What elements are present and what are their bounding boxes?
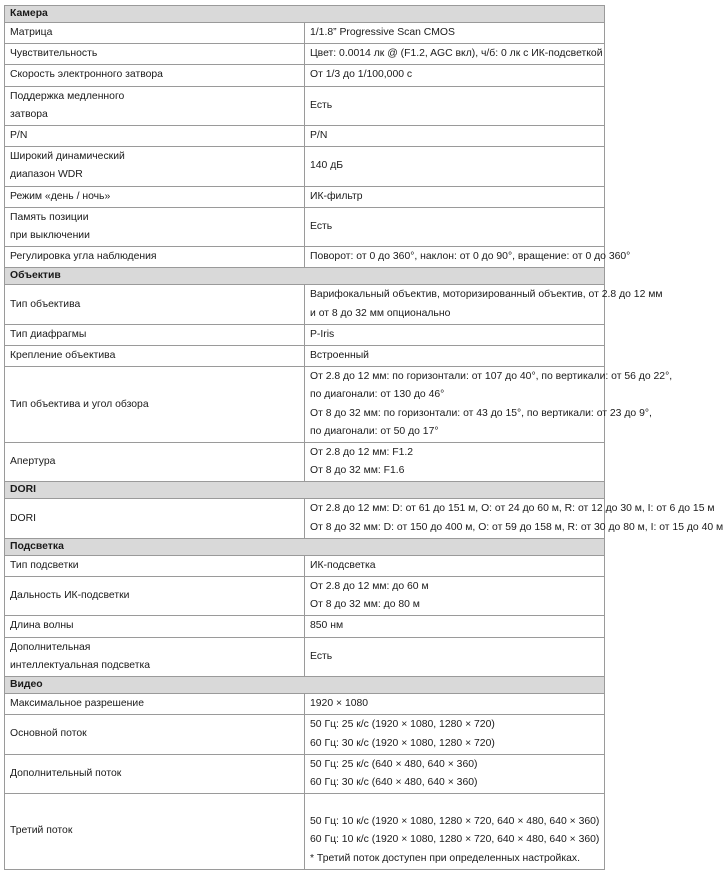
spec-label	[5, 499, 305, 538]
spec-row	[5, 207, 605, 246]
spec-value-line: От 1/3 до 1/100,000 с	[310, 69, 413, 81]
spec-row	[5, 247, 605, 268]
spec-row	[5, 324, 605, 345]
spec-label	[5, 147, 305, 186]
spec-value-line: От 2.8 до 12 мм: F1.2	[310, 447, 414, 459]
spec-label-line: диапазон WDR	[10, 169, 83, 181]
spec-value	[305, 126, 605, 147]
spec-label	[5, 346, 305, 367]
spec-row	[5, 86, 605, 125]
spec-label	[5, 443, 305, 482]
spec-value-line: P-Iris	[310, 328, 335, 340]
spec-row	[5, 754, 605, 793]
spec-value-line: 1920 × 1080	[310, 698, 369, 710]
spec-value	[305, 715, 605, 754]
spec-row	[5, 285, 605, 324]
spec-value-line: От 2.8 до 12 мм: по горизонтали: от 107 до 40°, по вертикали: от 56 до 22°,	[310, 371, 673, 383]
spec-value-line: 60 Гц: 30 к/с (640 × 480, 640 × 360)	[310, 776, 478, 788]
spec-label-line: Память позиции	[10, 211, 89, 223]
spec-label	[5, 23, 305, 44]
spec-label-line: интеллектуальная подсветка	[10, 659, 151, 671]
spec-label-line: Тип подсветки	[10, 559, 79, 571]
spec-label-line: Максимальное разрешение	[10, 698, 144, 710]
spec-label	[5, 285, 305, 324]
spec-row	[5, 715, 605, 754]
spec-label	[5, 126, 305, 147]
spec-value-line: * Третий поток доступен при определенных настройках.	[310, 852, 580, 864]
spec-value	[305, 694, 605, 715]
spec-value-line: Есть	[310, 99, 333, 111]
section-title: Видео	[5, 677, 605, 694]
spec-label-line: Длина волны	[10, 620, 74, 632]
section-title: DORI	[5, 482, 605, 499]
spec-row	[5, 577, 605, 616]
section-header	[5, 268, 605, 285]
spec-label-line: Тип объектива и угол обзора	[10, 398, 149, 410]
spec-value-line: От 2.8 до 12 мм: до 60 м	[310, 581, 429, 593]
spec-table-body	[5, 6, 723, 870]
spec-label-line: Тип объектива	[10, 298, 81, 310]
spec-label	[5, 794, 305, 870]
spec-row	[5, 23, 605, 44]
spec-value-line: 50 Гц: 25 к/с (640 × 480, 640 × 360)	[310, 758, 478, 770]
spec-row	[5, 794, 605, 870]
spec-value	[305, 285, 663, 324]
spec-value-line: Есть	[310, 220, 333, 232]
spec-label	[5, 616, 305, 637]
spec-value	[305, 247, 631, 268]
spec-label	[5, 694, 305, 715]
spec-row	[5, 126, 605, 147]
spec-row	[5, 555, 605, 576]
spec-value-line: ИК-подсветка	[310, 559, 376, 571]
spec-label	[5, 754, 305, 793]
spec-label-line: Тип диафрагмы	[10, 328, 87, 340]
spec-value	[305, 577, 605, 616]
spec-label	[5, 367, 305, 443]
spec-label-line: Основной поток	[10, 728, 87, 740]
spec-value	[305, 86, 605, 125]
section-header	[5, 677, 605, 694]
spec-value	[305, 637, 605, 676]
spec-label-line: Дополнительный поток	[10, 767, 122, 779]
spec-value-line: ИК-фильтр	[310, 190, 363, 202]
spec-label-line: Поддержка медленного	[10, 90, 125, 102]
spec-value-line: 50 Гц: 10 к/с (1920 × 1080, 1280 × 720, 640 × 480, 640 × 360)	[310, 816, 600, 828]
spec-value	[305, 23, 605, 44]
section-header	[5, 482, 605, 499]
spec-value	[305, 147, 605, 186]
spec-label-line: Скорость электронного затвора	[10, 69, 163, 81]
spec-label	[5, 186, 305, 207]
spec-value-line: P/N	[310, 130, 328, 142]
spec-row	[5, 346, 605, 367]
spec-value-line: и от 8 до 32 мм опционально	[310, 307, 451, 319]
spec-value-line: 140 дБ	[310, 160, 344, 172]
spec-value	[305, 499, 723, 538]
spec-label-line: Крепление объектива	[10, 350, 116, 362]
spec-label-line: DORI	[10, 512, 36, 524]
spec-label-line: Матрица	[10, 27, 53, 38]
spec-value	[305, 794, 605, 870]
spec-value	[305, 754, 605, 793]
spec-label	[5, 637, 305, 676]
spec-value	[305, 367, 673, 443]
spec-label	[5, 247, 305, 268]
spec-label-line: Третий поток	[10, 825, 73, 837]
spec-value	[305, 346, 605, 367]
spec-value-line: 50 Гц: 25 к/с (1920 × 1080, 1280 × 720)	[310, 719, 495, 731]
spec-value-line: по диагонали: от 130 до 46°	[310, 389, 445, 401]
spec-label	[5, 555, 305, 576]
spec-row	[5, 694, 605, 715]
section-header	[5, 6, 605, 23]
spec-value-line: 1/1.8” Progressive Scan CMOS	[310, 27, 455, 38]
spec-value-line: 60 Гц: 10 к/с (1920 × 1080, 1280 × 720, 640 × 480, 640 × 360)	[310, 834, 600, 846]
section-title: Камера	[5, 6, 605, 23]
spec-label-line: Регулировка угла наблюдения	[10, 251, 157, 263]
spec-value	[305, 207, 605, 246]
spec-row	[5, 186, 605, 207]
section-title: Подсветка	[5, 538, 605, 555]
spec-value-line: Есть	[310, 650, 333, 662]
spec-row	[5, 44, 605, 65]
spec-value	[305, 555, 605, 576]
spec-label-line: Режим «день / ночь»	[10, 190, 111, 202]
spec-row	[5, 147, 605, 186]
spec-value-line: Встроенный	[310, 350, 369, 362]
spec-label	[5, 324, 305, 345]
spec-value	[305, 186, 605, 207]
spec-label	[5, 577, 305, 616]
spec-value-line: по диагонали: от 50 до 17°	[310, 425, 439, 437]
spec-row	[5, 443, 605, 482]
spec-label-line: затвора	[10, 108, 48, 120]
spec-value	[305, 44, 605, 65]
spec-label	[5, 44, 305, 65]
spec-label-line: P/N	[10, 130, 28, 142]
spec-row	[5, 367, 605, 443]
spec-value-line: От 8 до 32 мм: по горизонтали: от 43 до 15°, по вертикали: от 23 до 9°,	[310, 407, 652, 419]
spec-label	[5, 86, 305, 125]
spec-value-line: От 8 до 32 мм: D: от 150 до 400 м, O: от 59 до 158 м, R: от 30 до 80 м, I: от 15 до 40 м	[310, 521, 723, 533]
spec-label-line: Широкий динамический	[10, 151, 125, 163]
spec-value-line: От 8 до 32 мм: F1.6	[310, 465, 405, 477]
spec-value-line: 850 нм	[310, 620, 344, 632]
spec-value-spacer	[310, 795, 600, 813]
spec-row	[5, 616, 605, 637]
spec-value	[305, 616, 605, 637]
spec-label	[5, 207, 305, 246]
spec-label	[5, 715, 305, 754]
spec-label-line: Чувствительность	[10, 48, 98, 60]
spec-value-line: Цвет: 0.0014 лк @ (F1.2, AGC вкл), ч/б: 0 лк с ИК-подсветкой	[310, 48, 603, 60]
spec-label	[5, 65, 305, 86]
spec-label-line: Дополнительная	[10, 641, 91, 653]
spec-table	[4, 5, 723, 870]
spec-row	[5, 637, 605, 676]
spec-row	[5, 65, 605, 86]
spec-value-line: От 2.8 до 12 мм: D: от 61 до 151 м, O: от 24 до 60 м, R: от 12 до 30 м, I: от 6 до 15 м	[310, 503, 715, 515]
spec-label-line: Апертура	[10, 456, 56, 468]
spec-value	[305, 324, 605, 345]
spec-value-line: Поворот: от 0 до 360°, наклон: от 0 до 90°, вращение: от 0 до 360°	[310, 251, 631, 263]
spec-value-line: 60 Гц: 30 к/с (1920 × 1080, 1280 × 720)	[310, 737, 495, 749]
section-header	[5, 538, 605, 555]
spec-value	[305, 65, 605, 86]
spec-label-line: Дальность ИК-подсветки	[10, 590, 130, 602]
section-title: Объектив	[5, 268, 605, 285]
spec-value-line: От 8 до 32 мм: до 80 м	[310, 599, 420, 611]
spec-label-line: при выключении	[10, 230, 90, 242]
spec-row	[5, 499, 605, 538]
spec-value	[305, 443, 605, 482]
spec-value-line: Варифокальный объектив, моторизированный объектив, от 2.8 до 12 мм	[310, 289, 663, 301]
